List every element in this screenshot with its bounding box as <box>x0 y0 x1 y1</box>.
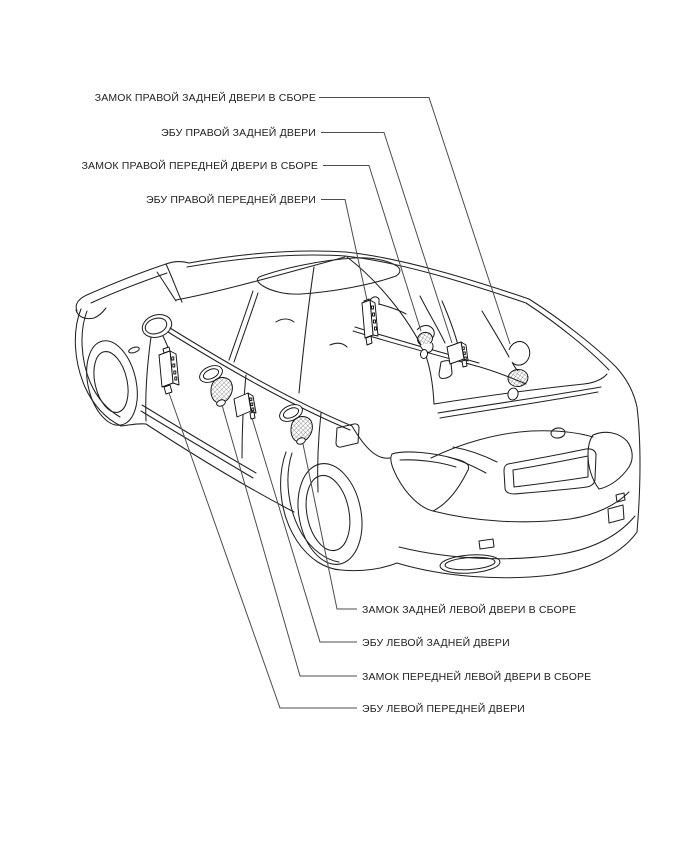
car-trunk-top-2 <box>440 392 598 418</box>
leader-right-rear-door-ecu <box>321 133 452 344</box>
car-trunk-crease-2 <box>448 457 486 473</box>
mirror-stem <box>163 336 168 348</box>
car-illustration <box>75 251 640 578</box>
leader-left-front-door-ecu <box>169 393 357 708</box>
car-rear-arch-outer <box>281 452 341 570</box>
interior-seat-curve-2 <box>330 343 347 347</box>
car-trunk-rear-edge <box>431 431 593 458</box>
label-right-rear-door-ecu: ЭБУ ПРАВОЙ ЗАДНЕЙ ДВЕРИ <box>161 127 316 139</box>
fuel-door <box>336 424 359 447</box>
car-roof-rail-inner <box>187 255 526 303</box>
label-left-front-door-lock: ЗАМОК ПЕРЕДНЕЙ ЛЕВОЙ ДВЕРИ В СБОРЕ <box>362 671 592 683</box>
car-b-pillar-1 <box>229 291 253 360</box>
car-right-c-pillar-outer <box>529 299 637 407</box>
car-beltline-outer <box>170 328 352 426</box>
car-hood-edge <box>76 264 166 311</box>
rear-rim <box>300 472 356 555</box>
bumper-crease-1 <box>433 492 629 522</box>
callout-labels <box>82 91 592 715</box>
car-roof-front-edge <box>166 262 189 264</box>
interior-seat-curve-1 <box>276 319 294 322</box>
bumper-crease-2 <box>399 516 635 559</box>
sunroof <box>257 258 400 294</box>
car-front-rear-door-seam <box>242 375 246 458</box>
leader-right-rear-door-lock <box>319 98 510 345</box>
car-beltline-inner <box>168 332 350 430</box>
taillight-left-inner <box>400 460 456 467</box>
car-door-bottom <box>146 424 294 512</box>
car-rocker-2 <box>141 411 253 478</box>
label-left-rear-door-lock: ЗАМОК ЗАДНЕЙ ЛЕВОЙ ДВЕРИ В СБОРЕ <box>362 604 577 616</box>
car-a-pillar <box>166 264 182 302</box>
left-front-door-ecu-marker <box>159 347 179 394</box>
bumper-detail-left <box>479 539 494 549</box>
fender-vent <box>128 346 140 354</box>
label-left-rear-door-ecu: ЭБУ ЛЕВОЙ ЗАДНЕЙ ДВЕРИ <box>362 637 510 649</box>
bumper-right-edge <box>637 407 640 532</box>
car-windshield-edge <box>157 272 176 301</box>
car-rear-arch-inner <box>288 453 339 562</box>
bumper-detail-right-1 <box>608 505 624 523</box>
label-right-front-door-ecu: ЭБУ ПРАВОЙ ПЕРЕДНЕЙ ДВЕРИ <box>145 194 316 206</box>
right-rear-door-ecu-marker <box>447 342 468 367</box>
car-b-pillar-2 <box>234 293 258 362</box>
right-rear-door-lock-marker <box>507 342 530 402</box>
label-right-front-door-lock: ЗАМОК ПРАВОЙ ПЕРЕДНЕЙ ДВЕРИ В СБОРЕ <box>81 160 318 172</box>
label-left-front-door-ecu: ЭБУ ЛЕВОЙ ПЕРЕДНЕЙ ДВЕРИ <box>362 703 525 715</box>
interior-right-front-window <box>379 304 406 314</box>
trunk-emblem <box>550 427 565 439</box>
car-window-top-line <box>176 257 345 300</box>
license-plate-recess <box>504 449 596 494</box>
interior-right-rear-window <box>482 311 509 357</box>
left-rear-door-ecu-marker <box>234 393 256 419</box>
car-quarter-bottom <box>341 563 397 571</box>
bumper-bottom <box>397 532 637 578</box>
car-front-arch-outer <box>75 309 121 426</box>
left-rear-door-lock-marker <box>277 401 312 445</box>
car-quarter-window-edge <box>299 267 314 393</box>
label-right-rear-door-lock: ЗАМОК ПРАВОЙ ЗАДНЕЙ ДВЕРИ В СБОРЕ <box>94 92 316 104</box>
side-mirror-outer <box>139 311 174 341</box>
car-right-c-pillar-inner <box>526 303 609 370</box>
front-tire <box>79 336 145 431</box>
leader-right-front-door-ecu <box>321 200 367 301</box>
rear-tire <box>290 458 370 570</box>
left-front-door-lock-marker <box>197 362 232 407</box>
car-rear-door-quarter-seam <box>318 413 321 492</box>
